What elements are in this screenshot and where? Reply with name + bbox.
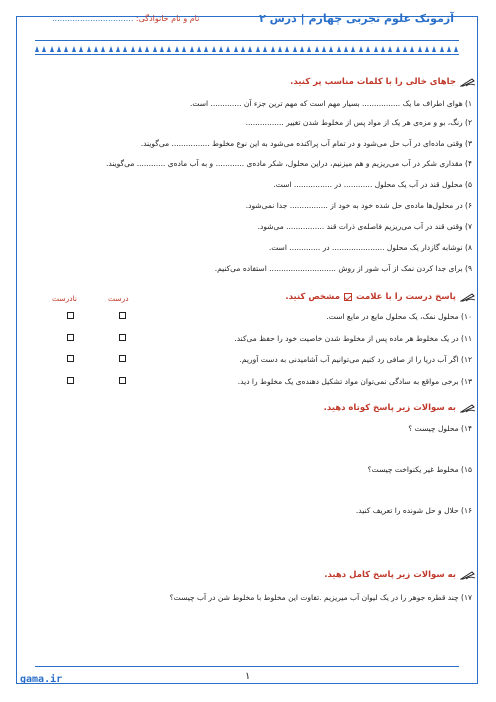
true-checkbox[interactable] xyxy=(119,377,126,384)
question-6: ۶) در محلول‌ها ماده‌ی حل شده خود به خود از ................ جدا نمی‌شود. xyxy=(245,201,472,210)
section1-title-text: جاهای خالی را با کلمات مناسب پر کنید. xyxy=(290,77,456,87)
section2-title-end: مشخص کنید. xyxy=(285,292,340,302)
false-checkbox[interactable] xyxy=(67,334,74,341)
question-14: ۱۴) محلول چیست ؟ xyxy=(408,424,472,433)
true-checkbox[interactable] xyxy=(119,334,126,341)
checkmark-box-icon xyxy=(344,293,352,301)
section4-title xyxy=(324,570,476,580)
question-5: ۵) محلول قند در آب یک محلول ............ در ................ است. xyxy=(273,180,472,189)
question-3: ۳) وقتی ماده‌ای در آب حل می‌شود و در تمام آب پراکنده می‌شود به این نوع مخلوط ................ می‌گویند. xyxy=(140,139,472,148)
student-name-field[interactable] xyxy=(52,14,199,23)
true-checkbox[interactable] xyxy=(119,312,126,319)
arrow-divider xyxy=(35,54,459,55)
true-checkbox[interactable] xyxy=(119,355,126,362)
pencil-icon xyxy=(460,77,476,87)
exam-title: آزمونک علوم تجربی چهارم | درس ۲ xyxy=(259,12,454,25)
question-1: ۱) هوای اطراف ما یک ................ بسیار مهم است که مهم ترین جزء آن ............. است. xyxy=(189,99,472,108)
question-11: ۱۱) در یک مخلوط هر ماده پس از مخلوط شدن خاصیت خود را حفظ می‌کند. xyxy=(234,334,472,343)
name-dots: ................................ xyxy=(52,14,134,23)
question-10: ۱۰) محلول نمک، یک محلول مایع در مایع است. xyxy=(326,312,472,321)
question-16: ۱۶) حلال و حل شونده را تعریف کنید. xyxy=(355,506,472,515)
footer-divider xyxy=(35,666,459,667)
question-7: ۷) وقتی قند در آب می‌ریزیم فاصله‌ی ذرات قند ................ می‌شود. xyxy=(257,222,472,231)
section3-title xyxy=(324,403,476,413)
header-divider xyxy=(35,40,459,41)
pencil-icon xyxy=(460,403,476,413)
pencil-icon xyxy=(460,570,476,580)
page-border xyxy=(16,16,478,684)
question-13: ۱۳) برخی مواقع به سادگی نمی‌توان مواد تشکیل دهنده‌ی یک مخلوط را دید. xyxy=(237,377,472,386)
section1-title xyxy=(290,77,476,87)
footer-brand[interactable]: gama.ir xyxy=(20,674,63,685)
false-checkbox[interactable] xyxy=(67,312,74,319)
question-9: ۹) برای جدا کردن نمک از آب شور از روش ............................ استفاده می‌کنیم. xyxy=(214,264,472,273)
col-false-header: نادرست xyxy=(52,294,77,303)
section4-title-text: به سوالات زیر پاسخ کامل دهید. xyxy=(324,570,456,580)
section2-title-text: پاسخ درست را با علامت xyxy=(355,292,456,302)
question-12: ۱۲) اگر آب دریا را از صافی رد کنیم می‌توانیم آب آشامیدنی به دست آوریم. xyxy=(239,355,472,364)
question-17: ۱۷) چند قطره جوهر را در یک لیوان آب میریزیم .تفاوت این مخلوط با مخلوط شن در آب چیست؟ xyxy=(169,593,472,602)
name-label: نام و نام خانوادگی: xyxy=(135,14,200,23)
question-4: ۴) مقداری شکر در آب می‌ریزیم و هم میزنیم، دراین محلول، شکر ماده‌ی ............ و به آب ماده‌ی ............ می‌گویند. xyxy=(105,159,472,168)
question-15: ۱۵) مخلوط غیر یکنواخت چیست؟ xyxy=(367,465,472,474)
question-8: ۸) نوشابه گازدار یک محلول ...................... در ............. است. xyxy=(268,243,472,252)
question-2: ۲) رنگ، بو و مزه‌ی هر یک از مواد پس از مخلوط شدن تغییر ................ xyxy=(245,118,472,127)
pencil-icon xyxy=(460,292,476,302)
false-checkbox[interactable] xyxy=(67,377,74,384)
col-true-header: درست xyxy=(108,294,129,303)
arrow-border xyxy=(35,44,459,54)
false-checkbox[interactable] xyxy=(67,355,74,362)
page-number: ۱ xyxy=(245,671,251,682)
section2-title xyxy=(285,292,476,302)
section3-title-text: به سوالات زیر پاسخ کوتاه دهید. xyxy=(323,403,456,413)
